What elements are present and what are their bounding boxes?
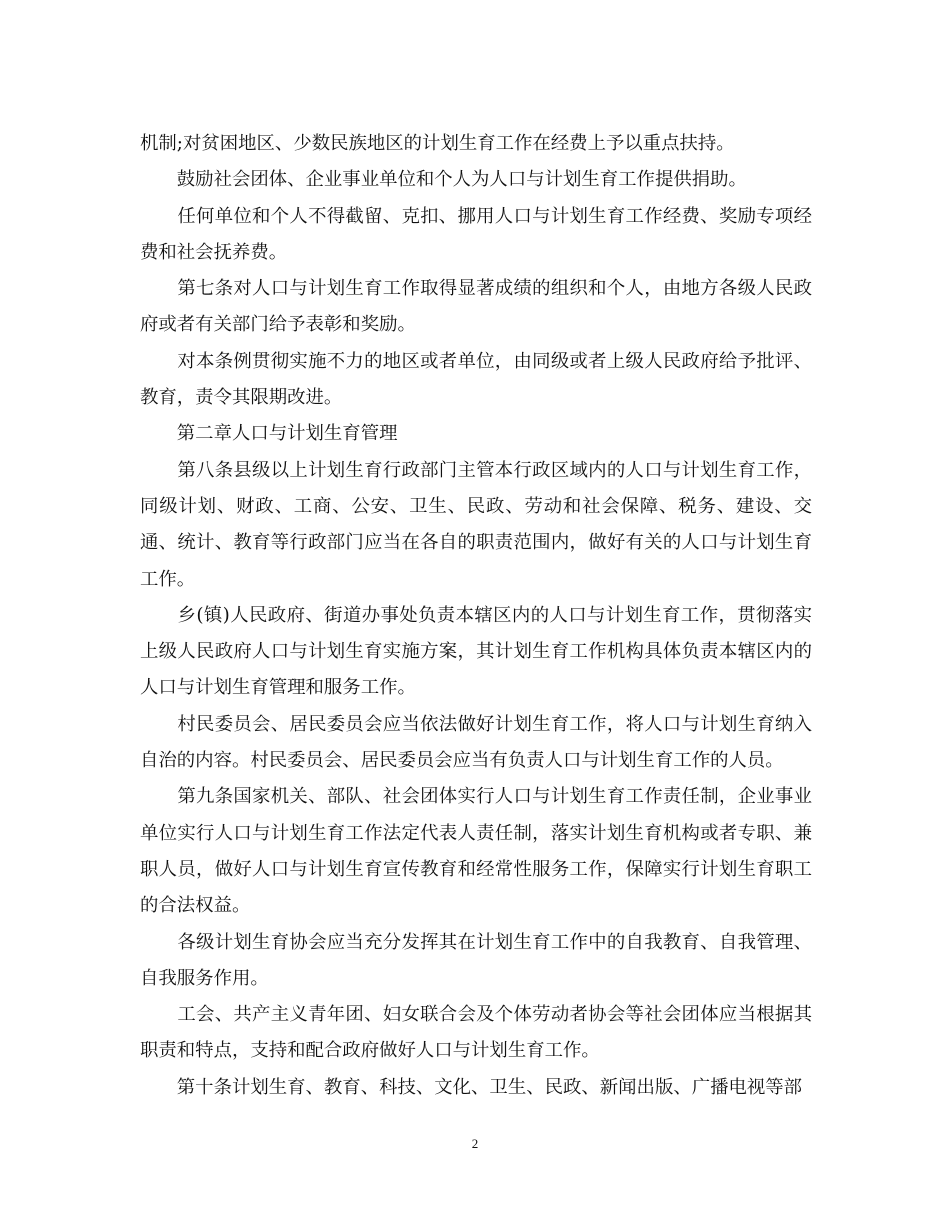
- paragraph-8: 乡(镇)人民政府、街道办事处负责本辖区内的人口与计划生育工作，贯彻落实上级人民政府人口与计划生育实施方案，其计划生育工作机构具体负责本辖区内的人口与计划生育管理和服务工作。: [140, 604, 812, 699]
- paragraph-1: 机制;对贫困地区、少数民族地区的计划生育工作在经费上予以重点扶持。: [140, 133, 735, 154]
- paragraph-13-article-10: 第十条计划生育、教育、科技、文化、卫生、民政、新闻出版、广播电视等部: [140, 1076, 803, 1098]
- paragraph-9: 村民委员会、居民委员会应当依法做好计划生育工作，将人口与计划生育纳入自治的内容。村民委员会、居民委员会应当有负责人口与计划生育工作的人员。: [140, 713, 812, 772]
- page-body: [140, 126, 812, 1106]
- paragraph-2: 鼓励社会团体、企业事业单位和个人为人口与计划生育工作提供捐助。: [140, 169, 747, 191]
- paragraph-7-article-8: 第八条县级以上计划生育行政部门主管本行政区域内的人口与计划生育工作，同级计划、财政、工商、公安、卫生、民政、劳动和社会保障、税务、建设、交通、统计、教育等行政部门应当在各自的职责范围内，做好有关的人口与计划生育工作。: [140, 459, 812, 590]
- paragraph-11: 各级计划生育协会应当充分发挥其在计划生育工作中的自我教育、自我管理、自我服务作用。: [140, 931, 812, 989]
- paragraph-10-article-9: 第九条国家机关、部队、社会团体实行人口与计划生育工作责任制，企业事业单位实行人口与计划生育工作法定代表人责任制，落实计划生育机构或者专职、兼职人员，做好人口与计划生育宣传教育和经常性服务工作，保障实行计划生育职工的合法权益。: [140, 786, 812, 917]
- paragraph-12: 工会、共产主义青年团、妇女联合会及个体劳动者协会等社会团体应当根据其职责和特点，支持和配合政府做好人口与计划生育工作。: [140, 1004, 812, 1062]
- chapter-heading: 第二章人口与计划生育管理: [140, 423, 398, 445]
- page-number: 2: [471, 1136, 479, 1151]
- paragraph-5: 对本条例贯彻实施不力的地区或者单位，由同级或者上级人民政府给予批评、教育，责令其限期改进。: [140, 350, 812, 409]
- paragraph-3: 任何单位和个人不得截留、克扣、挪用人口与计划生育工作经费、奖励专项经费和社会抚养费。: [140, 205, 812, 263]
- paragraph-4-article-7: 第七条对人口与计划生育工作取得显著成绩的组织和个人，由地方各级人民政府或者有关部门给予表彰和奖励。: [140, 278, 812, 336]
